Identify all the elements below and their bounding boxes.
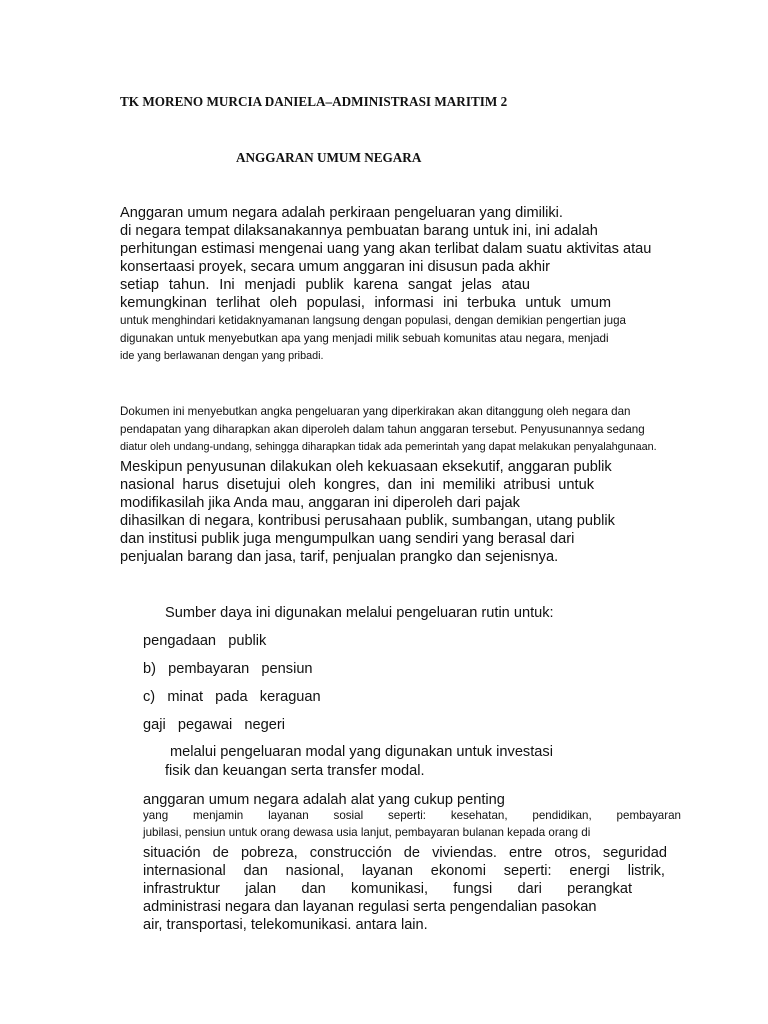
text-line: digunakan untuk menyebutkan apa yang menjadi milik sebuah komunitas atau negara, menjadi — [120, 332, 609, 345]
text-line: melalui pengeluaran modal yang digunakan untuk investasi — [170, 744, 553, 760]
text-line: untuk menghindari ketidaknyamanan langsung dengan populasi, dengan demikian pengertian juga — [120, 314, 626, 327]
text-line: pendapatan yang diharapkan akan diperoleh dalam tahun anggaran tersebut. Penyusunannya sedang — [120, 423, 645, 436]
list-item: c) minat pada keraguan — [143, 689, 321, 705]
text-line: Meskipun penyusunan dilakukan oleh kekuasaan eksekutif, anggaran publik — [120, 459, 612, 475]
text-line: dihasilkan di negara, kontribusi perusahaan publik, sumbangan, utang publik — [120, 513, 615, 529]
text-line: jubilasi, pensiun untuk orang dewasa usia lanjut, pembayaran bulanan kepada orang di — [143, 826, 591, 839]
text-line: ide yang berlawanan dengan yang pribadi. — [120, 350, 324, 362]
text-line: Dokumen ini menyebutkan angka pengeluaran yang diperkirakan akan ditanggung oleh negara dan — [120, 405, 631, 418]
document-title: ANGGARAN UMUM NEGARA — [236, 150, 422, 165]
list-item: gaji pegawai negeri — [143, 717, 285, 733]
text-line: fisik dan keuangan serta transfer modal. — [165, 763, 425, 779]
text-line: Anggaran umum negara adalah perkiraan pengeluaran yang dimiliki. — [120, 205, 563, 221]
text-line: yang menjamin layanan sosial seperti: kesehatan, pendidikan, pembayaran — [143, 809, 681, 822]
text-line: air, transportasi, telekomunikasi. antara lain. — [143, 917, 428, 933]
list-item: pengadaan publik — [143, 633, 267, 649]
text-line: konsertaasi proyek, secara umum anggaran ini disusun pada akhir — [120, 259, 550, 275]
text-line: internasional dan nasional, layanan ekonomi seperti: energi listrik, — [143, 863, 665, 879]
text-line: diatur oleh undang-undang, sehingga diharapkan tidak ada pemerintah yang dapat melakukan penyalahgunaan. — [120, 441, 657, 453]
text-line: nasional harus disetujui oleh kongres, dan ini memiliki atribusi untuk — [120, 477, 594, 493]
text-line: perhitungan estimasi mengenai uang yang akan terlibat dalam suatu aktivitas atau — [120, 241, 652, 257]
text-line: modifikasilah jika Anda mau, anggaran ini diperoleh dari pajak — [120, 495, 520, 511]
text-line: kemungkinan terlihat oleh populasi, informasi ini terbuka untuk umum — [120, 295, 611, 311]
resources-intro: Sumber daya ini digunakan melalui pengeluaran rutin untuk: — [165, 605, 554, 621]
text-line: administrasi negara dan layanan regulasi serta pengendalian pasokan — [143, 899, 597, 915]
document-header: TK MORENO MURCIA DANIELA–ADMINISTRASI MARITIM 2 — [120, 94, 508, 109]
list-item: b) pembayaran pensiun — [143, 661, 313, 677]
text-line: di negara tempat dilaksanakannya pembuatan barang untuk ini, ini adalah — [120, 223, 598, 239]
text-line: infrastruktur jalan dan komunikasi, fungsi dari perangkat — [143, 881, 632, 897]
text-line: setiap tahun. Ini menjadi publik karena sangat jelas atau — [120, 277, 530, 293]
text-line: situación de pobreza, construcción de viviendas. entre otros, seguridad — [143, 845, 667, 861]
text-line: penjualan barang dan jasa, tarif, penjualan prangko dan sejenisnya. — [120, 549, 559, 565]
text-line: dan institusi publik juga mengumpulkan uang sendiri yang berasal dari — [120, 531, 575, 547]
text-line: anggaran umum negara adalah alat yang cukup penting — [143, 792, 505, 808]
